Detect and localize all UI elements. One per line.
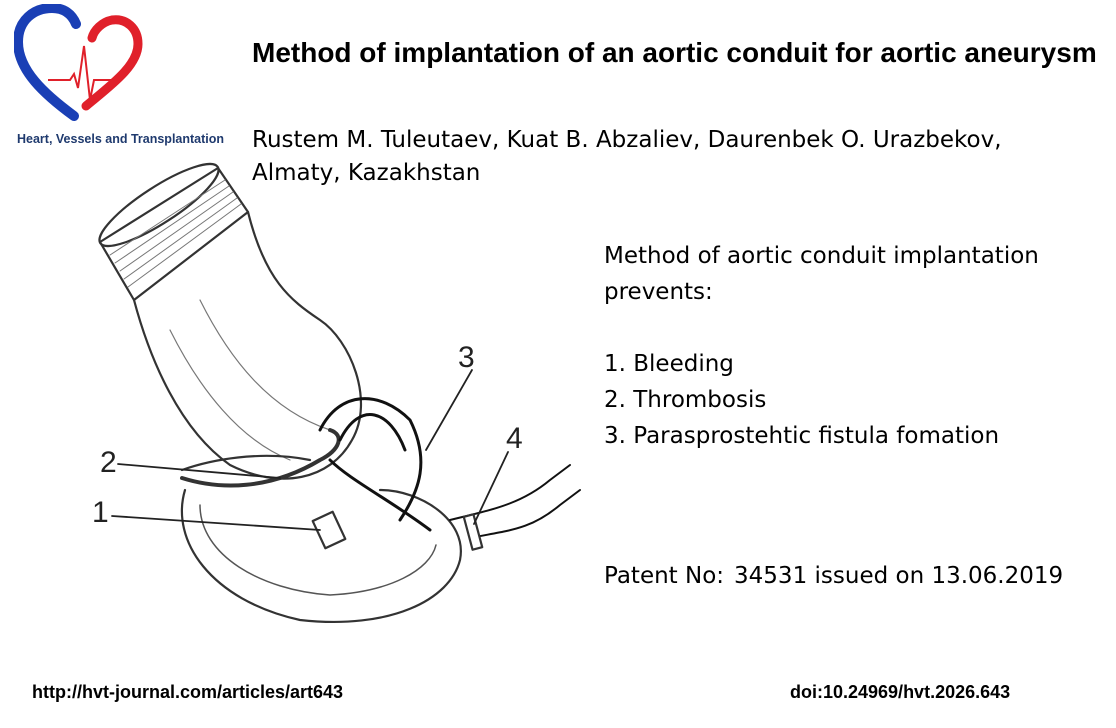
- patent-info: [604, 563, 1063, 589]
- article-url-link[interactable]: http://hvt-journal.com/articles/art643: [32, 682, 344, 702]
- heart-ecg-icon: [14, 4, 144, 124]
- journal-name: Heart, Vessels and Transplantation: [17, 132, 225, 146]
- journal-logo: [8, 4, 238, 154]
- figure-label-3: 3: [458, 341, 475, 374]
- figure-label-1: 1: [92, 496, 109, 529]
- patent-label: Patent No:: [604, 563, 725, 589]
- summary-intro: Method of aortic conduit implantation prevents:: [604, 243, 1039, 305]
- list-item: 1. Bleeding: [604, 351, 734, 377]
- summary-block: [604, 238, 1084, 454]
- doi-label: doi:10.24969/hvt.2026.643: [790, 682, 1011, 702]
- authors-line: Rustem M. Tuleutaev, Kuat B. Abzaliev, Daurenbek O. Urazbekov, Almaty, Kazakhstan: [252, 127, 1002, 186]
- aortic-bulb: [134, 212, 361, 479]
- figure-label-4: 4: [506, 422, 523, 455]
- patent-value: 34531 issued on 13.06.2019: [734, 563, 1064, 589]
- benefits-list: [604, 346, 1084, 454]
- figure-label-2: 2: [100, 446, 117, 479]
- suture-threads: [320, 399, 430, 530]
- aortic-conduit-illustration: [90, 160, 600, 660]
- page-title: Method of implantation of an aortic conduit for aortic aneurysm: [252, 37, 1097, 68]
- list-item: 2. Thrombosis: [604, 387, 767, 413]
- list-item: 3. Parasprostehtic fistula fomation: [604, 423, 1000, 449]
- clamp: [464, 514, 482, 549]
